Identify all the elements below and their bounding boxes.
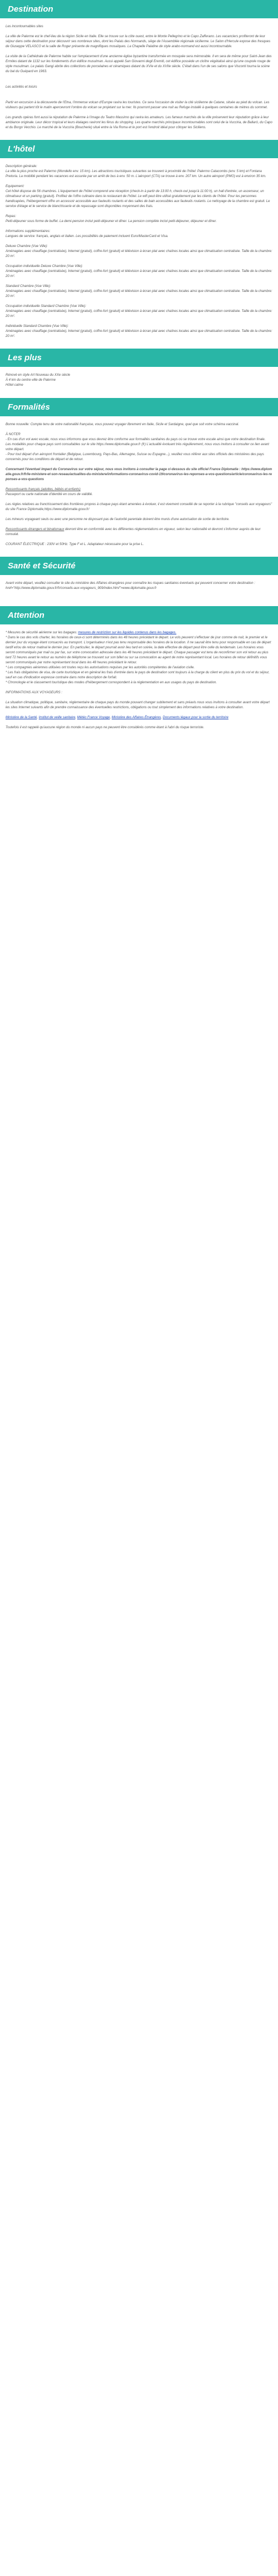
room-label: Standard Chambre (Vue Ville):: [6, 285, 51, 288]
plus-item: Rénové en style Art Nouveau du XXe siècle: [6, 374, 71, 377]
destination-subtitle: Les incontournables sites: [6, 25, 43, 28]
attention-travellers-heading: INFORMATIONS AUX VOYAGEURS :: [6, 691, 63, 694]
hotel-description-label: Description générale:: [6, 165, 37, 168]
section-destination: [0, 18, 278, 140]
room-description: Aménagées avec chauffage (centralisée), Internet (gratuit), coffre-fort (gratuit) et télévision à écran plat avec chaînes locales ainsi que climatisation centralisée. Taille de la chambre: 20 m².: [6, 310, 272, 318]
room-description: Aménagées avec chauffage (centralisée), Internet (gratuit), coffre-fort (gratuit) et télévision à écran plat avec chaînes locales ainsi que climatisation centralisée. Taille de la chambre: 20 m².: [6, 250, 272, 258]
section-banner-attention: Attention: [0, 606, 278, 624]
destination-paragraph-1: La ville de Palerme est le chef-lieu de la région Sicile en Italie. Elle se trouve sur la côte ouest, entre le Monte Pellegrino et le Capo Zafferano. Les vacanciers profiteront de leur séjour dans cette destination pour découvrir ses nombreux sites, dont les Palais des Normands, siège de l'Assemblée régionale sicilienne. Le Salon d'Hercule expose des fresques de Giuseppe VELASCO et la salle de Roger présente de magnifiques mosaïques. La Chapelle Palatine de style arabo-normand est aussi incontournable.: [6, 35, 271, 48]
plus-item: À 4 km du centre-ville de Palerme: [6, 379, 56, 382]
room-label: Occupation individuelle Deluxe Chambre (Vue Ville):: [6, 265, 83, 268]
hotel-meals: Petit-déjeuner sous forme de buffet. La demi-pension inclut petit-déjeuner et dîner. La pension complète inclut petit-déjeuner, déjeuner et dîner.: [6, 220, 217, 223]
link-institut-veille-sanitaire[interactable]: Institut de veille sanitaire: [38, 716, 76, 719]
room-description: Aménagées avec chauffage (centralisée), Internet (gratuit), coffre-fort (gratuit) et télévision à écran plat avec chaînes locales ainsi que climatisation centralisée. Taille de la chambre: 20 m².: [6, 290, 272, 298]
section-banner-sante: Santé et Sécurité: [0, 557, 278, 575]
plus-item: Hôtel calme: [6, 384, 23, 387]
hotel-description: La ville la plus proche est Palermo (Mondello env. 15 km). Les attractions touristiques suivantes se trouvent à proximité de l'hôtel: Palermo Catacombs (env. 5 km) et Fontana Pretoria. La mobilité pendant les vacances est assurée par un arrêt de bus à env. 50 m. L'aéroport (CTA) se trouve à env. 207 km. Un autre aéroport (PMO) est à environ 35 km.: [6, 170, 266, 178]
room-block: [6, 304, 272, 319]
formalites-note-label: À NOTER: [6, 433, 21, 436]
hotel-equipment: Cet hôtel dispose de 56 chambres. L'équipement de l'hôtel comprend une réception (check-in à partir de 13:00 h, check-out jusqu'à 11:00 h), un hall d'entrée, un ascenseur, un climatiseur et un parking (gratuit). Profitez de l'offre culinaire dans le restaurant de l'hôtel. Le wifi peut être utilisé gratuitement par les clients de l'hôtel. Pour les personnes handicapées, l'hébergement offre un accessoir accessible aux fauteuils roulants et des salles de bain accessibles aux fauteuils roulants. Le nettoyage de la chambre est gratuit. Le service d'étage et le service de blanchisserie et de repassage sont disponibles moyennant des frais.: [6, 190, 270, 208]
formalites-paragraph-7: [6, 527, 272, 537]
destination-activities-heading: Les activités et loisirs: [6, 85, 37, 89]
room-block: [6, 324, 272, 339]
attention-paragraph-1: * Dans le cas des vols charter, les horaires de ceux-ci sont déterminés dans les 48 heures précédant le départ. Le vols peuvent s'effectuer de jour comme de nuit, le premier et le dernier jour du voyage étant consacrés au transport. L'organisateur n'est pas tenu responsable des horaires de la location. Il ne saurait être tenu pour responsable en cas de départ tardif et/ou de retour matinal le dernier jour. En particulier, le départ pourrait avoir lieu tard en soirée, la date effective de départ peut être celle du lendemain. Les horaires vous seront communiqués par mail ou par fax, sur votre convocation adressée dans les 48 heures précédant le départ. Chaque passager est tenu de reconfirmer son vol retour au plus tard 72 heures avant le retour au numéro de téléphone se trouvant sur son billet ou sur sa convocation au agent de notre représentant local. Les horaires de retour définitifs vous seront communiqués par notre représentant local dans les 48 heures précédant le retour. * Les compagnies aériennes utilisées ont toutes reçu les autorisations requises par les autorités compétentes de l'aviation civile. * Les frais obligatoires de visa, de carte touristique et en général les frais d'entrée dans le pays de destination sont toujours à la charge du client en plus du prix du vol et du séjour, sauf en cas d'indication expresse contraire dans notre description de forfait. * Chronologie et le classement touristique des modes d'hébergement correspondent à la réglementation en aux usages du pays de destination.: [6, 636, 271, 684]
room-block: [6, 244, 272, 259]
section-banner-formalites: Formalités: [0, 398, 278, 416]
attention-paragraph-4: Toutefois il est rappelé qu'aucune région du monde ni aucun pays ne peuvent être considérés comme étant à l'abri du risque terroriste.: [6, 726, 205, 729]
formalites-french-nationals: Passeport ou carte nationale d'identité en cours de validité.: [6, 493, 93, 496]
section-sante: [0, 575, 278, 606]
section-banner-les-plus: Les plus: [0, 349, 278, 367]
formalites-covid-notice: [6, 467, 272, 482]
section-hotel: [0, 158, 278, 349]
link-meteo-france-voyage[interactable]: Météo France Voyage: [77, 716, 110, 719]
link-ministere-sante[interactable]: Ministère de la Santé: [6, 716, 37, 719]
link-documents-sortie-territoire[interactable]: Documents légaux pour la sortie du territoire: [162, 716, 229, 719]
room-block: [6, 284, 272, 299]
attention-links: Ministère de la Santé, Institut de veille sanitaire, Météo France Voyage, Ministère des Affaires Étrangères, Documents légaux pour la sortie du territoire: [6, 716, 229, 719]
room-label: Individuelle Standard Chambre (Vue Ville):: [6, 325, 69, 328]
formalites-french-nationals-heading: Ressortissants français (adultes, bébés et enfants): [6, 488, 81, 491]
formalites-covid-text: Concernant l'éventuel impact du Coronavirus sur votre séjour, nous vous invitons à consulter la page ci-dessous du site officiel France Diplomatie :: [6, 468, 242, 471]
attention-security-paragraph: [6, 631, 272, 636]
liquids-restriction-link[interactable]: mesures de restriction sur les liquides contenus dans les bagages.: [78, 631, 177, 634]
section-formalites: [0, 416, 278, 557]
room-description: Aménagées avec chauffage (centralisée), Internet (gratuit), coffre-fort (gratuit) et télévision à écran plat avec chaînes locales ainsi que climatisation centralisée. Taille de la chambre: 20 m².: [6, 330, 272, 338]
formalites-paragraph-1: Bonne nouvelle: Compte tenu de votre nationalité française, vous pouvez voyager librement en Italie, Sicile et Sardaigne, quel que soit votre schéma vaccinal.: [6, 423, 239, 426]
formalites-foreign-nationals: devront être en conformité avec les différentes réglementations en vigueur, selon leur nationalité et devront s'informer auprès de leur consulat.: [6, 528, 261, 536]
attention-paragraph-3: La situation climatique, politique, sanitaire, réglementaire de chaque pays du monde pouvant changer subitement et sans préavis nous vous invitons à consulter avant votre départ les sites Internet suivants afin de prendre connaissance des éventuelles restrictions, obligations ou tout simplement des informations relatives à votre destination.: [6, 701, 270, 709]
room-description: Aménagées avec chauffage (centralisée), Internet (gratuit), coffre-fort (gratuit) et télévision à écran plat avec chaînes locales ainsi que climatisation centralisée. Taille de la chambre: 20 m².: [6, 270, 272, 278]
formalites-paragraph-5: Les règles relatives au franchissement des frontières propres à chaque pays étant amenées à évoluer, il est vivement conseillé de se reporter à la rubrique "conseils aux voyageurs" du site France Diplomatie,https://www.diplomatie.gouv.fr/: [6, 503, 272, 511]
section-les-plus: [0, 367, 278, 398]
attention-security-text: * Mesures de sécurité aérienne sur les bagages:: [6, 631, 78, 634]
sante-paragraph-1: Avant votre départ, veuillez consulter le site du ministère des Affaires étrangères pour connaître les risques sanitaires éventuels qui peuvent concerner votre destination : href="http://www.diplomatie.gouv.fr/fr/conseils-aux-voyageurs_909/index.html">www.diplomatie.gouv.fr: [6, 582, 255, 590]
hotel-equipment-label: Equipement:: [6, 185, 24, 188]
formalites-electric-current: COURANT ÉLECTRIQUE : 230V et 50Hz. Type F et L. Adaptateur nécessaire pour la prise L.: [6, 543, 144, 546]
section-banner-hotel: L'hôtel: [0, 140, 278, 158]
formalites-paragraph-6: Les mineurs voyageant seuls ou avec une personne ne disposant pas de l'autorité parentale doivent être munis d'une autorisation de sortie de territoire.: [6, 518, 230, 521]
room-label: Deluxe Chambre (Vue Ville):: [6, 245, 48, 248]
covid-link[interactable]: https://www.diplomatie.gouv.fr/fr/le-ministere-et-son-reseau/actualites-du-ministere/informations-coronavirus-covid-19/coronavirus-les-reponses-a-vos-questions/article/coronavirus-les-reponses-a-vos-questions: [6, 468, 272, 481]
link-ministere-affaires-etrangeres[interactable]: Ministère des Affaires Étrangères: [111, 716, 161, 719]
section-banner-destination: Destination: [0, 0, 278, 18]
hotel-info-label: Informations supplémentaires:: [6, 230, 51, 233]
page: [0, 0, 278, 740]
destination-paragraph-2: La visite de la Cathédrale de Palerme habite sur l'emplacement d'une ancienne église byzantine transformée en mosquée sera mémorable. Il en sera de même pour Saint-Jean des Ermites datant de 1132 sur les fondements d'un édifice musulman. Aussi appelé San Giovanni degli Eremiti, cet édifice possède un cloître végétalisé ainsi qu'une coupole rouge de style musulman. Le palais Gangi abrite des collections de porcelaines et céramiques datant du XVIe et du XVIIe siècle. C'était dans l'un de ses salons que Visconti tourna la scène du bal du Guépard en 1963.: [6, 55, 272, 73]
hotel-info: Langues de service: français, anglais et italien. Les possibilités de paiement incluent Euro/MasterCard et Visa.: [6, 235, 168, 238]
room-label: Occupation individuelle Standard Chambre (Vue Ville):: [6, 305, 86, 308]
formalites-foreign-nationals-heading: Ressortissants étrangers et binationaux: [6, 528, 64, 531]
room-block: [6, 264, 272, 279]
formalites-note: - En cas d'un vol avec escale, nous vous informons que vous devrez être conforme aux formalités sanitaires du pays où se trouve votre escale ainsi que votre destination finale. Les modalités pour chaque pays sont consultables sur le site https://www.diplomatie.gouv.fr (fr) L'actualité évoluant très régulièrement, nous vous invitons à consulter ce lien avant votre départ. - Pour tout départ d'un aéroport frontalier (Belgique, Luxembourg, Pays-Bas, Allemagne, Suisse ou Espagne...), veuillez vous référer aux sites officiels des ministères des pays concernés pour les conditions de départ et de retour.: [6, 438, 269, 461]
destination-paragraph-5: Les grands opéras font aussi la réputation de Palerme à l'image du Teatro Massimo qui ravira les amateurs. Les fameux marchés de la ville préservent leur réputation grâce à leur ambiance originale. Leur décor tropical et leurs étalages raviront les férus du shopping. Les quatre marchés principaux incontournables sont celui de la Vucciria, de Ballarò, du Capo et du Borgo Vecchio. Le marché de la Vucciria (Boucherie) situé entre la Via Roma et le port est l'endroit idéal pour côtoyer les Siciliens.: [6, 116, 272, 129]
section-attention: [0, 624, 278, 740]
hotel-meals-label: Repas:: [6, 215, 17, 218]
destination-paragraph-4: Partir en excursion à la découverte de l'Etna, l'immense volcan d'Europe ravira les touristes. Ce sera l'occasion de visiter la cité sicilienne de Catane, située au pied du volcan. Les visiteurs qui partent tôt le matin apercevront l'ombre du volcan se projetant sur la mer. Ils pourront passer une nuit au Refuge installé à quelques centaines de mètres du sommet.: [6, 101, 270, 109]
